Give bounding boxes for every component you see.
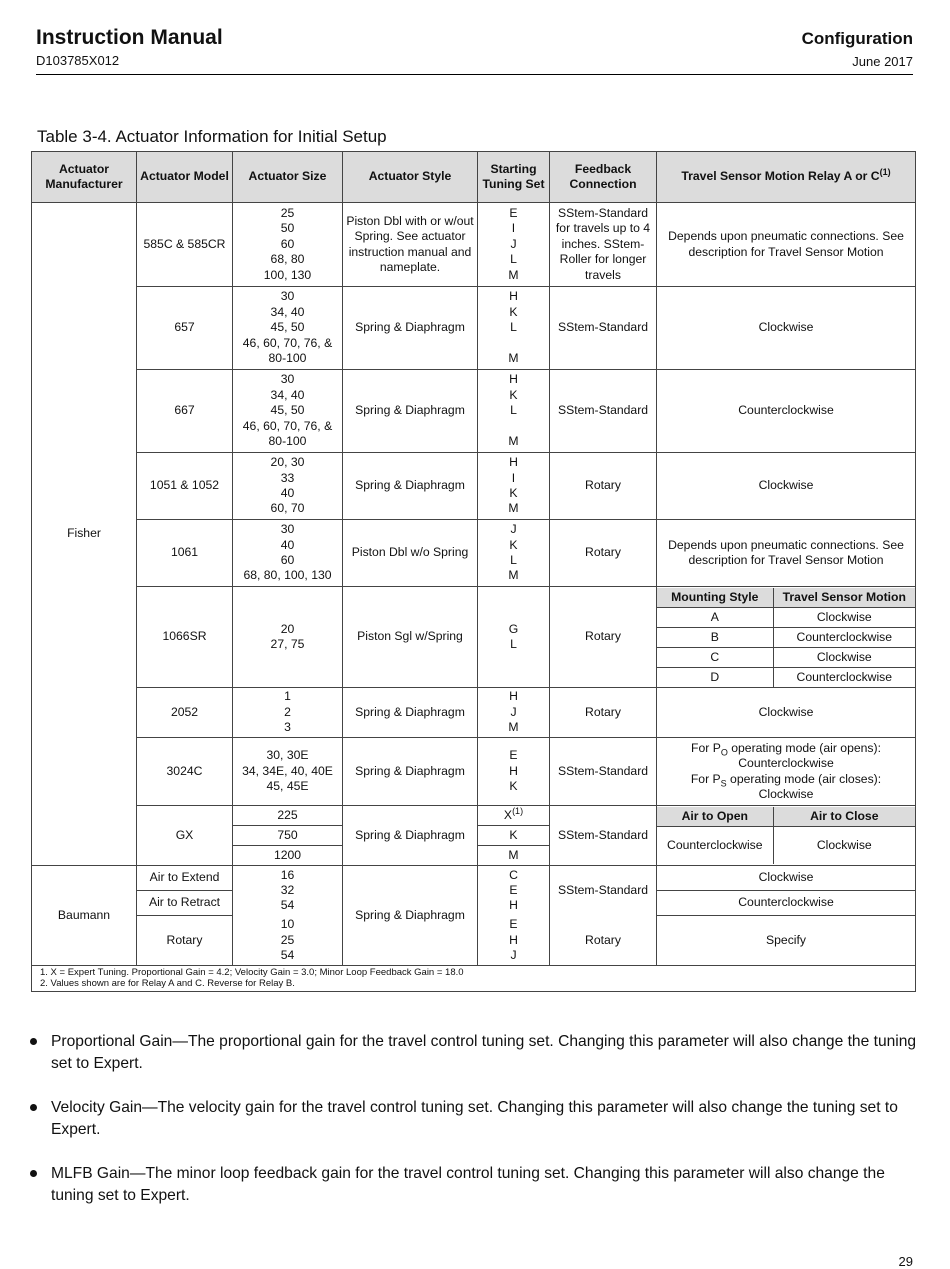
tuning-cell: H K L M xyxy=(478,287,550,370)
gx-motion-table xyxy=(657,807,915,865)
size-cell: 30 40 60 68, 80, 100, 130 xyxy=(233,520,343,587)
table-header-row xyxy=(32,152,916,203)
style-cell: Spring & Diaphragm xyxy=(343,453,478,520)
mounting-motion-value: Counterclockwise xyxy=(773,627,915,647)
motion-cell: Counterclockwise xyxy=(657,891,916,916)
mounting-style-value: C xyxy=(657,647,773,667)
bullet-icon xyxy=(30,1170,37,1177)
tuning-cell: H K L M xyxy=(478,370,550,453)
size-cell: 20 27, 75 xyxy=(233,587,343,688)
tuning-cell xyxy=(478,806,550,866)
size-cell: 1 2 3 xyxy=(233,688,343,738)
style-cell: Spring & Diaphragm xyxy=(343,806,478,866)
model-cell: Rotary xyxy=(137,916,233,966)
actuator-info-table xyxy=(31,151,916,992)
gx-size-value: 1200 xyxy=(233,846,342,866)
mounting-style-value: A xyxy=(657,607,773,627)
list-item xyxy=(28,1163,918,1207)
mounting-style-header: Mounting Style xyxy=(657,588,773,608)
style-cell: Piston Sgl w/Spring xyxy=(343,587,478,688)
manufacturer-fisher: Fisher xyxy=(32,203,137,866)
footnote-row xyxy=(32,966,916,992)
feedback-cell: Rotary xyxy=(550,587,657,688)
table-row xyxy=(32,806,916,866)
header-size: Actuator Size xyxy=(233,152,343,203)
definition: —The proportional gain for the travel control tuning set. Changing this parameter will also change the tuning set to Expert. xyxy=(51,1033,917,1072)
footnote: 2. Values shown are for Relay A and C. Reverse for Relay B. xyxy=(40,977,295,989)
footnote-ref: (1) xyxy=(879,167,891,178)
feedback-cell: SStem-Standard for travels up to 4 inches. SStem-Roller for longer travels xyxy=(550,203,657,287)
tuning-cell: E I J L M xyxy=(478,203,550,287)
air-to-close-header: Air to Close xyxy=(773,807,915,827)
table-row xyxy=(32,587,916,688)
motion-cell: Clockwise xyxy=(657,287,916,370)
size-cell: 16 32 54 xyxy=(233,866,343,916)
model-cell: 3024C xyxy=(137,738,233,806)
publication-date: June 2017 xyxy=(852,54,913,69)
model-cell: 657 xyxy=(137,287,233,370)
motion-cell: Depends upon pneumatic connections. See description for Travel Sensor Motion xyxy=(657,203,916,287)
manufacturer-baumann: Baumann xyxy=(32,866,137,966)
size-cell: 30, 30E 34, 34E, 40, 40E 45, 45E xyxy=(233,738,343,806)
gx-size-value: 750 xyxy=(233,826,342,846)
table-row xyxy=(32,688,916,738)
document-number: D103785X012 xyxy=(36,53,120,68)
size-cell: 30 34, 40 45, 50 46, 60, 70, 76, & 80-100 xyxy=(233,287,343,370)
header-feedback: Feedback Connection xyxy=(550,152,657,203)
size-cell xyxy=(233,806,343,866)
header-manufacturer: Actuator Manufacturer xyxy=(32,152,137,203)
tuning-cell: H I K M xyxy=(478,453,550,520)
table-row xyxy=(32,203,916,287)
model-cell: Air to Retract xyxy=(137,891,233,916)
definition: —The velocity gain for the travel control tuning set. Changing this parameter will also change the tuning set to Expert. xyxy=(51,1099,898,1138)
footnotes xyxy=(32,966,916,992)
size-cell: 10 25 54 xyxy=(233,916,343,966)
header-divider xyxy=(36,74,913,75)
model-cell: Air to Extend xyxy=(137,866,233,891)
feedback-cell: Rotary xyxy=(550,916,657,966)
table-row xyxy=(32,866,916,891)
style-cell: Piston Dbl w/o Spring xyxy=(343,520,478,587)
list-item xyxy=(28,1097,918,1141)
model-cell: 2052 xyxy=(137,688,233,738)
motion-cell: Clockwise xyxy=(657,866,916,891)
feedback-cell: SStem-Standard xyxy=(550,866,657,916)
table-row xyxy=(32,287,916,370)
page-number: 29 xyxy=(898,1254,913,1269)
header-model: Actuator Model xyxy=(137,152,233,203)
gx-size-table xyxy=(233,806,342,865)
mounting-motion-value: Counterclockwise xyxy=(773,667,915,687)
parameter-list xyxy=(28,1031,918,1229)
table-row xyxy=(32,370,916,453)
mounting-style-cell xyxy=(657,587,916,688)
table-caption: Table 3-4. Actuator Information for Initial Setup xyxy=(37,127,387,146)
list-item xyxy=(28,1031,918,1075)
model-cell: 585C & 585CR xyxy=(137,203,233,287)
footnote: 1. X = Expert Tuning. Proportional Gain = 4.2; Velocity Gain = 3.0; Minor Loop Feedback Gain = 18.0 xyxy=(40,967,464,978)
feedback-cell: SStem-Standard xyxy=(550,287,657,370)
air-to-open-value: Counterclockwise xyxy=(657,826,773,864)
model-cell: 1051 & 1052 xyxy=(137,453,233,520)
bullet-icon xyxy=(30,1038,37,1045)
term: Velocity Gain xyxy=(51,1099,143,1116)
model-cell: GX xyxy=(137,806,233,866)
mounting-style-value: B xyxy=(657,627,773,647)
feedback-cell: Rotary xyxy=(550,453,657,520)
style-cell: Piston Dbl with or w/out Spring. See actuator instruction manual and nameplate. xyxy=(343,203,478,287)
gx-tuning-value: M xyxy=(478,846,549,866)
air-to-open-header: Air to Open xyxy=(657,807,773,827)
term: Proportional Gain xyxy=(51,1033,173,1050)
table-row xyxy=(32,453,916,520)
motion-cell: Counterclockwise xyxy=(657,370,916,453)
feedback-cell: SStem-Standard xyxy=(550,806,657,866)
tuning-cell: H J M xyxy=(478,688,550,738)
mounting-style-table xyxy=(657,588,915,687)
model-cell: 1061 xyxy=(137,520,233,587)
table-row xyxy=(32,520,916,587)
model-cell: 667 xyxy=(137,370,233,453)
table-row xyxy=(32,738,916,806)
feedback-cell: SStem-Standard xyxy=(550,370,657,453)
bullet-icon xyxy=(30,1104,37,1111)
model-cell: 1066SR xyxy=(137,587,233,688)
tuning-cell: J K L M xyxy=(478,520,550,587)
mounting-motion-value: Clockwise xyxy=(773,607,915,627)
header-style: Actuator Style xyxy=(343,152,478,203)
motion-cell: Specify xyxy=(657,916,916,966)
term: MLFB Gain xyxy=(51,1165,130,1182)
definition: —The minor loop feedback gain for the travel control tuning set. Changing this parameter will also change the tuning set to Expert. xyxy=(51,1165,885,1204)
motion-cell: Clockwise xyxy=(657,688,916,738)
style-cell: Spring & Diaphragm xyxy=(343,738,478,806)
tuning-cell: C E H xyxy=(478,866,550,916)
mounting-motion-value: Clockwise xyxy=(773,647,915,667)
style-cell: Spring & Diaphragm xyxy=(343,866,478,966)
header-motion: Travel Sensor Motion Relay A or $C^{(1)}$ xyxy=(657,152,916,203)
travel-sensor-motion-header: Travel Sensor Motion xyxy=(773,588,915,608)
tuning-cell: E H J xyxy=(478,916,550,966)
motion-cell: For $P_O$ operating mode (air opens): Counterclockwise For $P_S$ operating mode (air closes): Clockwise xyxy=(657,738,916,806)
style-cell: Spring & Diaphragm xyxy=(343,688,478,738)
tuning-cell: E H K xyxy=(478,738,550,806)
motion-cell xyxy=(657,806,916,866)
air-to-close-value: Clockwise xyxy=(773,826,915,864)
size-cell: 20, 30 33 40 60, 70 xyxy=(233,453,343,520)
mounting-style-value: D xyxy=(657,667,773,687)
section-title: Configuration xyxy=(801,29,913,48)
manual-title: Instruction Manual xyxy=(36,26,223,49)
size-cell: 25 50 60 68, 80 100, 130 xyxy=(233,203,343,287)
feedback-cell: Rotary xyxy=(550,520,657,587)
gx-tuning-value: $X^{(1)}$ xyxy=(478,806,549,826)
motion-cell: Depends upon pneumatic connections. See description for Travel Sensor Motion xyxy=(657,520,916,587)
style-cell: Spring & Diaphragm xyxy=(343,370,478,453)
size-cell: 30 34, 40 45, 50 46, 60, 70, 76, & 80-100 xyxy=(233,370,343,453)
gx-tuning-table xyxy=(478,806,549,865)
motion-cell: Clockwise xyxy=(657,453,916,520)
gx-size-value: 225 xyxy=(233,806,342,826)
header-tuning: Starting Tuning Set xyxy=(478,152,550,203)
feedback-cell: SStem-Standard xyxy=(550,738,657,806)
style-cell: Spring & Diaphragm xyxy=(343,287,478,370)
gx-tuning-value: K xyxy=(478,826,549,846)
feedback-cell: Rotary xyxy=(550,688,657,738)
tuning-cell: G L xyxy=(478,587,550,688)
